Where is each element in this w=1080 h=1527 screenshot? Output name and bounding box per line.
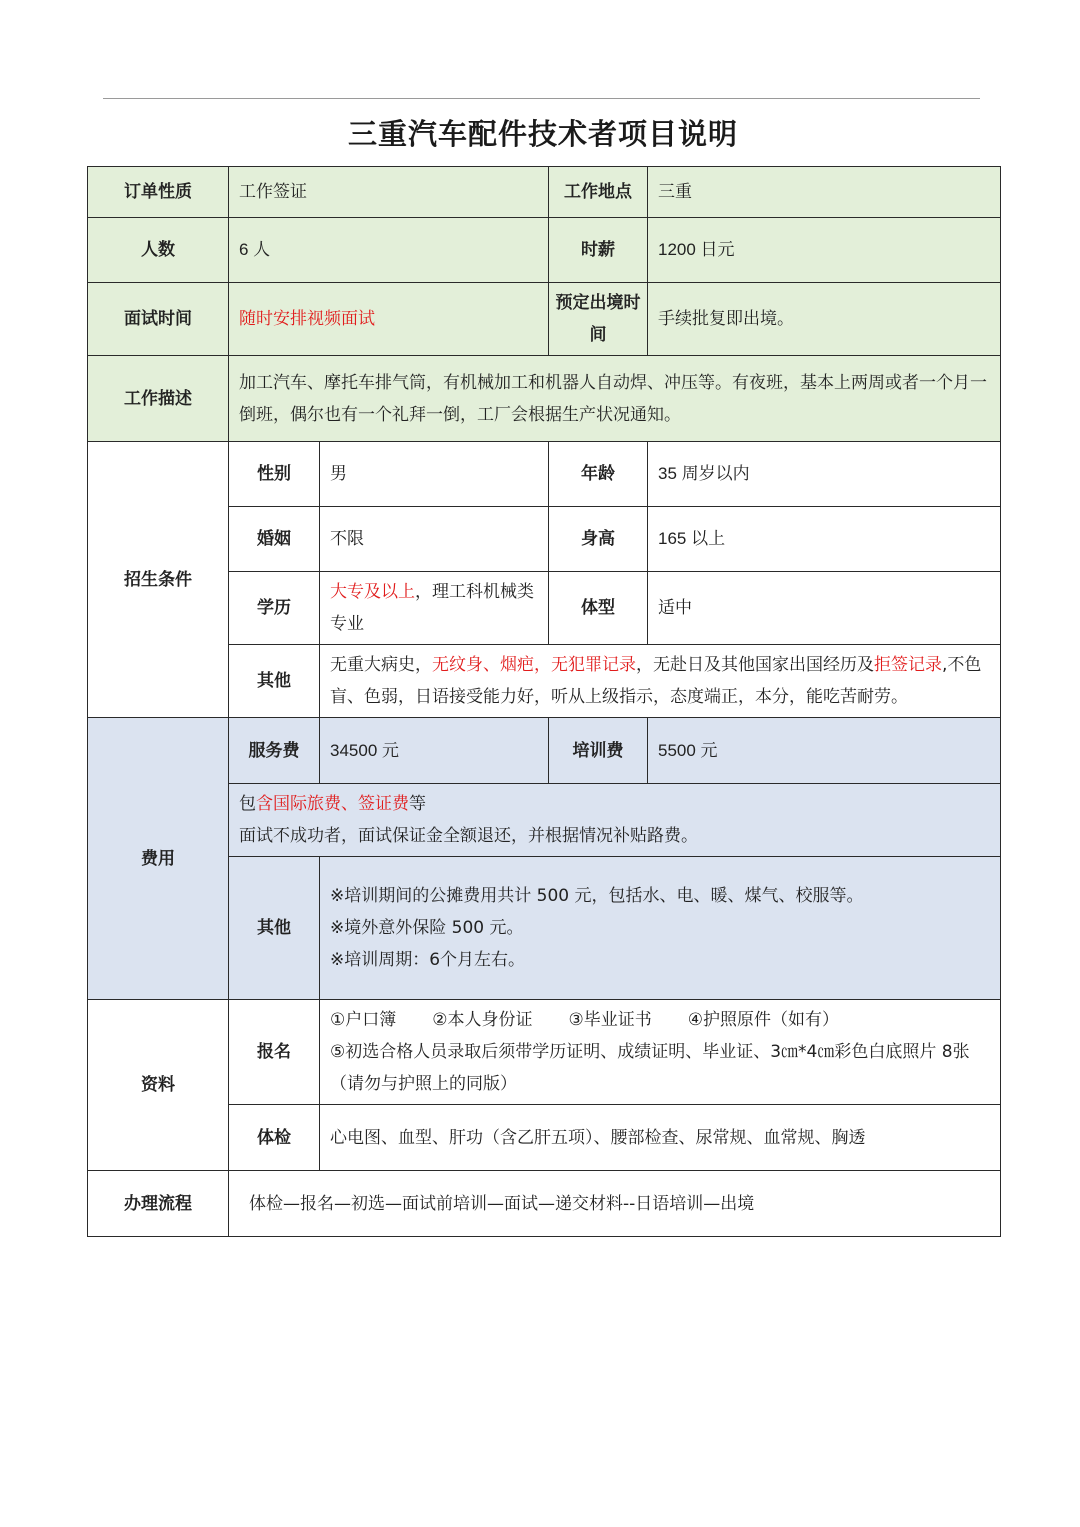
- includes-suffix: 等: [409, 794, 426, 814]
- order-type-label: 订单性质: [88, 167, 229, 218]
- job-description-value: 加工汽车、摩托车排气筒，有机械加工和机器人自动焊、冲压等。有夜班，基本上两周或者一个月一倒班，偶尔也有一个礼拜一倒，工厂会根据生产状况通知。: [229, 356, 1001, 442]
- gender-label: 性别: [229, 442, 320, 507]
- process-value: 体检—报名—初选—面试前培训—面试—递交材料--日语培训—出境: [229, 1171, 1001, 1237]
- body-type-value: 适中: [648, 572, 1001, 645]
- registration-item: ①户口簿: [330, 1010, 397, 1030]
- header-rule: [103, 98, 980, 99]
- medical-label: 体检: [229, 1105, 320, 1171]
- headcount-value: 6 人: [229, 218, 549, 283]
- fee-includes-cell: [229, 784, 1001, 857]
- height-label: 身高: [549, 507, 648, 572]
- registration-items: [330, 1004, 990, 1036]
- row-registration: [88, 1000, 1001, 1105]
- height-value: 165 以上: [648, 507, 1001, 572]
- row-headcount: [88, 218, 1001, 283]
- registration-item: ④护照原件（如有）: [687, 1010, 839, 1030]
- requirements-other-value: [320, 645, 1001, 718]
- other-text-3: ,不色盲、色弱，日语接受能力好，听从上级指示，态度端正，本分，能吃苦耐劳。: [330, 655, 982, 707]
- marriage-label: 婚姻: [229, 507, 320, 572]
- row-gender-age: [88, 442, 1001, 507]
- fees-other-item: ※境外意外保险 500 元。: [330, 918, 524, 938]
- includes-prefix: 包: [239, 794, 256, 814]
- departure-time-value: 手续批复即出境。: [648, 283, 1001, 356]
- materials-label: 资料: [88, 1000, 229, 1171]
- work-location-label: 工作地点: [549, 167, 648, 218]
- body-type-label: 体型: [549, 572, 648, 645]
- other-text-2: ，无赴日及其他国家出国经历及: [636, 655, 874, 675]
- hourly-wage-label: 时薪: [549, 218, 648, 283]
- project-info-table: [87, 166, 1001, 1237]
- fees-other-item: ※培训周期：6个月左右。: [330, 950, 526, 970]
- work-location-value: 三重: [648, 167, 1001, 218]
- registration-note: ⑤初选合格人员录取后须带学历证明、成绩证明、毕业证、3㎝*4㎝彩色白底照片 8张（请勿与护照上的同版）: [330, 1042, 970, 1094]
- row-service-training-fee: [88, 718, 1001, 784]
- gender-value: 男: [320, 442, 549, 507]
- other-highlight-2: 拒签记录: [874, 655, 942, 675]
- registration-item: ②本人身份证: [432, 1010, 533, 1030]
- education-rest: ，理工科机械类专业: [330, 582, 534, 634]
- training-fee-label: 培训费: [549, 718, 648, 784]
- requirements-other-label: 其他: [229, 645, 320, 718]
- education-value: [320, 572, 549, 645]
- fees-other-label: 其他: [229, 857, 320, 1000]
- age-value: 35 周岁以内: [648, 442, 1001, 507]
- other-text-1: 无重大病史，: [330, 655, 432, 675]
- order-type-value: 工作签证: [229, 167, 549, 218]
- row-job-description: [88, 356, 1001, 442]
- row-interview: [88, 283, 1001, 356]
- row-order-type: [88, 167, 1001, 218]
- education-label: 学历: [229, 572, 320, 645]
- training-fee-value: 5500 元: [648, 718, 1001, 784]
- refund-note: 面试不成功者，面试保证金全额退还，并根据情况补贴路费。: [239, 826, 698, 846]
- headcount-label: 人数: [88, 218, 229, 283]
- education-highlight: 大专及以上: [330, 582, 415, 602]
- age-label: 年龄: [549, 442, 648, 507]
- departure-time-label: 预定出境时间: [549, 283, 648, 356]
- hourly-wage-value: 1200 日元: [648, 218, 1001, 283]
- service-fee-value: 34500 元: [320, 718, 549, 784]
- interview-time-value: 随时安排视频面试: [229, 283, 549, 356]
- project-info-table-container: [87, 166, 1000, 1237]
- marriage-value: 不限: [320, 507, 549, 572]
- includes-highlight: 含国际旅费、签证费: [256, 794, 409, 814]
- document-title: 三重汽车配件技术者项目说明: [347, 117, 738, 151]
- job-description-label: 工作描述: [88, 356, 229, 442]
- fee-includes-line: [239, 788, 990, 820]
- process-label: 办理流程: [88, 1171, 229, 1237]
- row-process: [88, 1171, 1001, 1237]
- interview-time-label: 面试时间: [88, 283, 229, 356]
- fees-other-item: ※培训期间的公摊费用共计 500 元，包括水、电、暖、煤气、校服等。: [330, 886, 864, 906]
- registration-value: [320, 1000, 1001, 1105]
- registration-item: ③毕业证书: [568, 1010, 652, 1030]
- fees-other-value: [320, 857, 1001, 1000]
- other-highlight-1: 无纹身、烟疤，无犯罪记录: [432, 655, 636, 675]
- fees-label: 费用: [88, 718, 229, 1000]
- service-fee-label: 服务费: [229, 718, 320, 784]
- registration-label: 报名: [229, 1000, 320, 1105]
- medical-value: 心电图、血型、肝功（含乙肝五项）、腰部检查、尿常规、血常规、胸透: [320, 1105, 1001, 1171]
- requirements-label: 招生条件: [88, 442, 229, 718]
